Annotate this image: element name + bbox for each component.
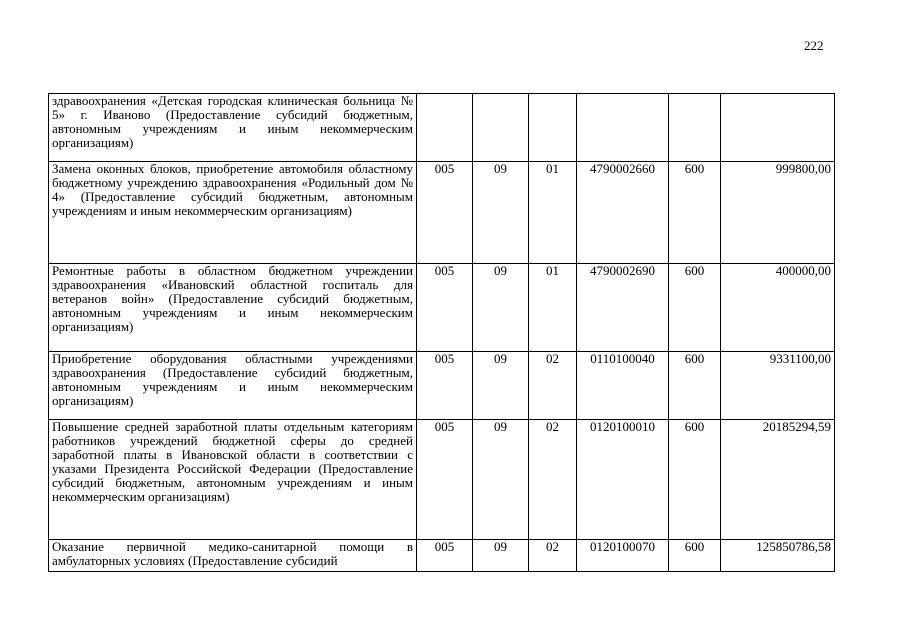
amount-cell: 20185294,59	[721, 420, 835, 540]
target-article-code: 0120100010	[577, 420, 669, 540]
ministry-code: 005	[417, 420, 473, 540]
amount-cell: 125850786,58	[721, 540, 835, 572]
amount-cell: 9331100,00	[721, 352, 835, 420]
target-article-code	[577, 94, 669, 162]
target-article-code: 4790002660	[577, 162, 669, 264]
row-description: Ремонтные работы в областном бюджетном учреждении здравоохранения «Ивановский областной госпиталь для ветеранов войн» (Предоставление субсидий бюджетным, автономным учреждениям и иным некоммерческим организациям)	[49, 264, 417, 352]
ministry-code	[417, 94, 473, 162]
row-description: Приобретение оборудования областными учреждениями здравоохранения (Предоставление субсидий бюджетным, автономным учреждениям и иным некоммерческим организациям)	[49, 352, 417, 420]
target-article-code: 4790002690	[577, 264, 669, 352]
ministry-code: 005	[417, 352, 473, 420]
section-code: 09	[473, 420, 529, 540]
subsection-code: 01	[529, 162, 577, 264]
row-description: Оказание первичной медико-санитарной помощи в амбулаторных условиях (Предоставление субсидий	[49, 540, 417, 572]
table-row	[49, 162, 835, 264]
row-description: Повышение средней заработной платы отдельным категориям работников учреждений бюджетной сферы до средней заработной платы в Ивановской области в соответствии с указами Президента Российской Федерации (Предоставление субсидий бюджетным, автономным учреждениям и иным некоммерческим организациям)	[49, 420, 417, 540]
budget-table	[48, 93, 835, 572]
table-row	[49, 540, 835, 572]
section-code: 09	[473, 162, 529, 264]
subsection-code	[529, 94, 577, 162]
amount-cell: 400000,00	[721, 264, 835, 352]
ministry-code: 005	[417, 540, 473, 572]
subsection-code: 02	[529, 540, 577, 572]
row-description: Замена оконных блоков, приобретение автомобиля областному бюджетному учреждению здравоохранения «Родильный дом № 4» (Предоставление субсидий бюджетным, автономным учреждениям и иным некоммерческим организациям)	[49, 162, 417, 264]
page-number: 222	[804, 38, 824, 53]
amount-cell: 999800,00	[721, 162, 835, 264]
table-row	[49, 94, 835, 162]
section-code	[473, 94, 529, 162]
subsection-code: 02	[529, 420, 577, 540]
table-row	[49, 420, 835, 540]
row-description: здравоохранения «Детская городская клиническая больница № 5» г. Иваново (Предоставление субсидий бюджетным, автономным учреждениям и иным некоммерческим организациям)	[49, 94, 417, 162]
section-code: 09	[473, 264, 529, 352]
section-code: 09	[473, 352, 529, 420]
subsection-code: 02	[529, 352, 577, 420]
expense-type-code: 600	[669, 420, 721, 540]
subsection-code: 01	[529, 264, 577, 352]
expense-type-code: 600	[669, 352, 721, 420]
target-article-code: 0120100070	[577, 540, 669, 572]
expense-type-code: 600	[669, 264, 721, 352]
table-row	[49, 352, 835, 420]
amount-cell	[721, 94, 835, 162]
ministry-code: 005	[417, 264, 473, 352]
target-article-code: 0110100040	[577, 352, 669, 420]
table-row	[49, 264, 835, 352]
expense-type-code: 600	[669, 162, 721, 264]
expense-type-code: 600	[669, 540, 721, 572]
ministry-code: 005	[417, 162, 473, 264]
section-code: 09	[473, 540, 529, 572]
expense-type-code	[669, 94, 721, 162]
